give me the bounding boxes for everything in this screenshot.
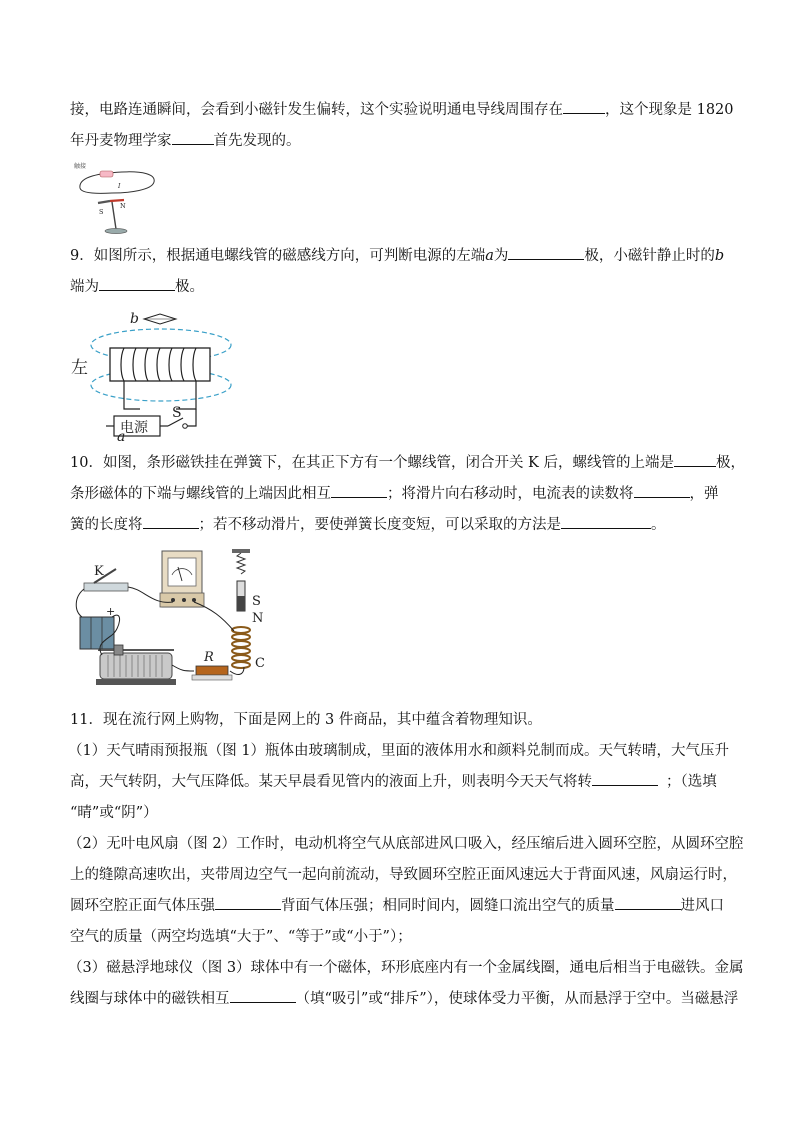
battery-plus-label: + [106, 605, 116, 618]
q11-part3-line2-tail: （填“吸引”或“排斥”），使球体受力平衡，从而悬浮于空中。当磁悬浮 [295, 991, 739, 1007]
q9-line1-mid: 为 [493, 248, 509, 264]
battery-icon [100, 171, 113, 177]
answer-blank[interactable] [592, 771, 658, 786]
q10-line3-tail: 。 [651, 517, 666, 533]
answer-blank[interactable] [331, 483, 387, 498]
answer-blank[interactable] [215, 895, 281, 910]
compass-needle-south [98, 201, 110, 203]
q10-line2-text: 条形磁体的下端与螺线管的上端因此相互 [70, 486, 331, 502]
ammeter-terminal [192, 598, 196, 602]
touch-label: 触接 [74, 163, 87, 170]
q11-part1-line2-tail: ；（选填 [666, 774, 717, 790]
resistor-icon [196, 666, 228, 675]
switch-s-label: S [172, 405, 182, 421]
q11-part2-line1: （2）无叶电风扇（图 2）工作时，电动机将空气从底部进风口吸入，经压缩后进入圆环空腔，从圆环空腔 [68, 836, 744, 852]
bar-magnet-lower [237, 596, 245, 611]
solenoid-c-label: C [255, 656, 265, 671]
q8-line2-tail: 首先发现的。 [213, 133, 301, 149]
needle-b-label: b [130, 311, 139, 327]
answer-blank[interactable] [563, 99, 605, 114]
answer-blank[interactable] [508, 245, 584, 260]
q10-line3-text: 簧的长度将 [70, 517, 143, 533]
compass-stand [112, 202, 116, 229]
q10-line1-text: 10．如图，条形磁铁挂在弹簧下，在其正下方有一个螺线管，闭合开关 K 后，螺线管的上端是 [70, 455, 674, 471]
q10-line2-mid: ；将滑片向右移动时，电流表的读数将 [387, 486, 634, 502]
q11-part3-line1: （3）磁悬浮地球仪（图 3）球体中有一个磁体，环形底座内有一个金属线圈，通电后相当于电磁铁。金属 [68, 960, 744, 976]
q11-part2-line3-tail: 进风口 [680, 898, 724, 914]
switch-contact [183, 424, 188, 429]
ammeter-terminal [182, 598, 186, 602]
answer-blank[interactable] [561, 514, 651, 529]
question-11-text [68, 705, 744, 1015]
variable-a: a [485, 248, 494, 264]
q11-title: 11．现在流行网上购物，下面是网上的 3 件商品，其中蕴含着物理知识。 [70, 712, 542, 728]
magnet-n-label: N [252, 611, 264, 626]
rheostat-slider[interactable] [114, 645, 123, 655]
switch-k-label: K [94, 564, 104, 579]
wire-switch [187, 409, 196, 426]
switch-k-base [84, 583, 128, 591]
q9-line1-tail: 极，小磁针静止时的 [584, 248, 715, 264]
q9-line1-text: 9．如图所示，根据通电螺线管的磁感线方向，可判断电源的左端 [70, 248, 486, 264]
wire-left [124, 381, 140, 409]
current-label: I [118, 183, 121, 190]
solenoid-figure [66, 308, 241, 441]
spring-icon [237, 553, 245, 574]
q10-line2-tail: ，弹 [689, 486, 719, 502]
answer-blank[interactable] [143, 514, 199, 529]
question-9-text [70, 241, 724, 303]
battery-pack [80, 617, 114, 649]
q10-line3-mid: ；若不移动滑片，要使弹簧长度变短，可以采取的方法是 [198, 517, 561, 533]
q9-line2-text: 端为 [70, 279, 99, 295]
terminal-a-label: a [117, 429, 126, 441]
rheostat-base [96, 679, 176, 685]
q11-part2-line3: 圆环空腔正面气体压强 [70, 898, 215, 914]
q11-part1-line3: “晴”或“阴”） [70, 805, 158, 821]
answer-blank[interactable] [634, 483, 690, 498]
compass-base [105, 228, 127, 233]
power-supply-label: 电源 [120, 420, 148, 436]
question-8-text [70, 95, 734, 157]
q11-part2-line3-mid: 背面气体压强；相同时间内，圆缝口流出空气的质量 [281, 898, 615, 914]
oersted-experiment-figure [72, 160, 164, 236]
south-label: S [99, 208, 104, 216]
electromagnet-circuit-figure [72, 545, 272, 700]
q11-part1-line1: （1）天气晴雨预报瓶（图 1）瓶体由玻璃制成，里面的液体用水和颜料兑制而成。天气转晴，大气压升 [68, 743, 730, 759]
resistor-base [192, 675, 232, 680]
q11-part1-line2: 高，天气转阴，大气压降低。某天早晨看见管内的液面上升，则表明今天天气将转 [70, 774, 592, 790]
q11-part3-line2: 线圈与球体中的磁铁相互 [70, 991, 230, 1007]
question-10-text [70, 448, 745, 541]
answer-blank[interactable] [674, 452, 716, 467]
q8-line1-tail: ，这个现象是 1820 [605, 102, 734, 118]
answer-blank[interactable] [172, 130, 214, 145]
rheostat-body [100, 653, 172, 679]
resistor-r-label: R [204, 650, 214, 665]
q10-line1-tail: 极， [716, 455, 745, 471]
left-label: 左 [71, 358, 88, 378]
q8-line2-text: 年丹麦物理学家 [70, 133, 172, 149]
q8-line1-text: 接，电路连通瞬间，会看到小磁针发生偏转，这个实验说明通电导线周围存在 [70, 102, 563, 118]
answer-blank[interactable] [615, 895, 681, 910]
solenoid-core [110, 348, 210, 381]
variable-b: b [714, 248, 725, 264]
solenoid-coil [232, 627, 250, 668]
compass-needle-north [110, 200, 124, 201]
magnet-s-label: S [252, 594, 261, 609]
north-label: N [120, 202, 126, 210]
ammeter-dial [168, 558, 196, 586]
answer-blank[interactable] [230, 988, 296, 1003]
answer-blank[interactable] [99, 276, 175, 291]
ammeter-terminal [171, 598, 175, 602]
q11-part2-line4: 空气的质量（两空均选填“大于”、“等于”或“小于”）； [70, 929, 412, 945]
q11-part2-line2: 上的缝隙高速吹出，夹带周边空气一起向前流动，导致圆环空腔正面风速远大于背面风速，风扇运行时， [70, 867, 737, 883]
q9-line2-tail: 极。 [175, 279, 204, 295]
spring-mount [232, 549, 250, 553]
